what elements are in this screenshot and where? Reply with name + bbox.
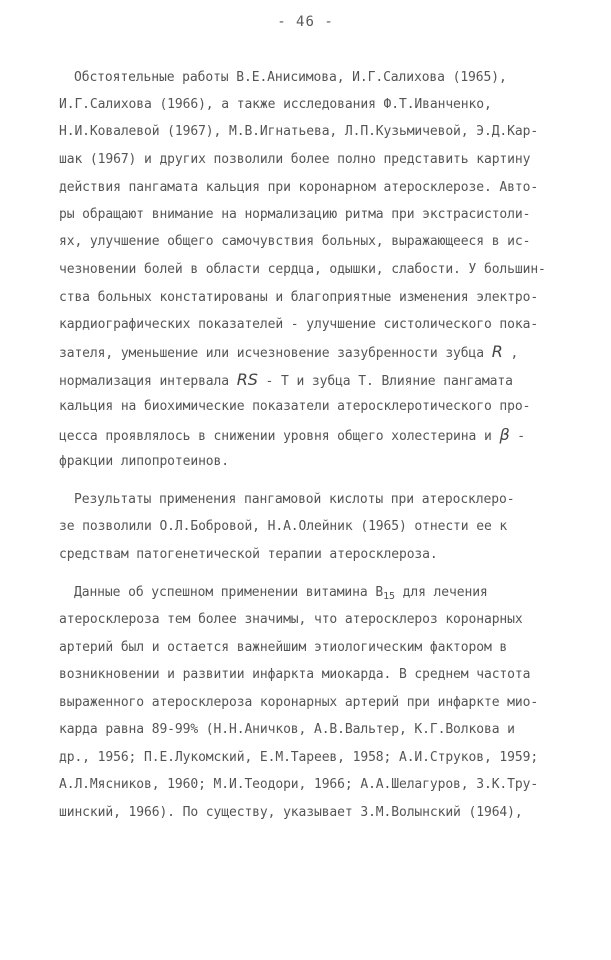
text-line bbox=[59, 426, 525, 446]
text-segment: - bbox=[509, 429, 526, 444]
text-line: выраженного атеросклероза коронарных артерий при инфаркте мио- bbox=[59, 695, 539, 710]
text-segment: , bbox=[502, 346, 519, 361]
text-segment: для лечения bbox=[394, 585, 488, 600]
text-line: др., 1956; П.Е.Лукомский, Е.М.Тареев, 1958; А.И.Струков, 1959; bbox=[59, 750, 539, 765]
text-line: кальция на биохимические показатели атеросклеротического про- bbox=[59, 399, 531, 414]
text-segment: нормализация интервала bbox=[59, 374, 229, 389]
subscript-15: 15 bbox=[383, 591, 395, 602]
text-line: кардиографических показателей - улучшение систолического пока- bbox=[59, 317, 539, 332]
text-line: А.Л.Мясников, 1960; М.И.Теодори, 1966; А.А.Шелагуров, З.К.Тру- bbox=[59, 777, 539, 792]
text-segment: Данные об успешном применении витамина В bbox=[74, 585, 384, 600]
text-line: ях, улучшение общего самочувствия больных, выражающееся в ис- bbox=[59, 234, 531, 249]
text-line: карда равна 89-99% (Н.Н.Аничков, А.В.Вальтер, К.Г.Волкова и bbox=[59, 722, 515, 737]
text-line: И.Г.Салихова (1966), а также исследования Ф.Т.Иванченко, bbox=[59, 97, 492, 112]
text-segment: - Т и зубца Т. Влияние пангамата bbox=[257, 374, 513, 389]
page-number: - 46 - bbox=[277, 14, 334, 30]
text-line: ры обращают внимание на нормализацию ритма при экстрасистоли- bbox=[59, 207, 531, 222]
text-line: артерий был и остается важнейшим этиологическим фактором в bbox=[59, 640, 508, 655]
text-line: атеросклероза тем более значимы, что атеросклероз коронарных bbox=[59, 612, 523, 627]
text-line: фракции липопротеинов. bbox=[59, 454, 229, 469]
text-line bbox=[59, 371, 513, 391]
text-line: возникновении и развитии инфаркта миокарда. В среднем частота bbox=[59, 667, 531, 682]
text-line: Результаты применения пангамовой кислоты при атеросклеро- bbox=[74, 492, 515, 507]
text-line: ства больных констатированы и благоприятные изменения электро- bbox=[59, 290, 539, 305]
handwritten-r-wave: R bbox=[491, 342, 503, 361]
text-line: Н.И.Ковалевой (1967), М.В.Игнатьева, Л.П.Кузьмичевой, Э.Д.Кар- bbox=[59, 124, 539, 139]
text-line bbox=[74, 584, 488, 606]
text-line: средствам патогенетической терапии атеросклероза. bbox=[59, 547, 438, 562]
text-line: шинский, 1966). По существу, указывает З.М.Волынский (1964), bbox=[59, 805, 523, 820]
text-line bbox=[59, 343, 518, 363]
text-line: чезновении болей в области сердца, одышки, слабости. У большин- bbox=[59, 262, 546, 277]
text-line: действия пангамата кальция при коронарном атеросклерозе. Авто- bbox=[59, 180, 539, 195]
text-line: Обстоятельные работы В.Е.Анисимова, И.Г.Салихова (1965), bbox=[74, 70, 507, 85]
text-segment: зателя, уменьшение или исчезновение зазубренности зубца bbox=[59, 346, 484, 361]
text-line: зе позволили О.Л.Бобровой, Н.А.Олейник (1965) отнести ее к bbox=[59, 519, 508, 534]
text-line: шак (1967) и других позволили более полно представить картину bbox=[59, 152, 531, 167]
handwritten-beta: β bbox=[499, 425, 510, 444]
text-segment: цесса проявлялось в снижении уровня общего холестерина и bbox=[59, 429, 492, 444]
handwritten-rs-interval: RS bbox=[236, 370, 258, 389]
